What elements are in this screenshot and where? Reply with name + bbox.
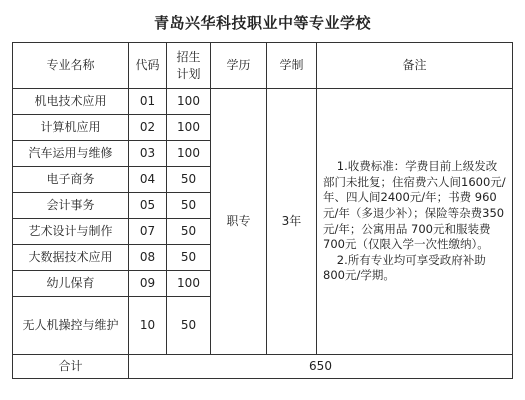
major-name: 汽车运用与维修 — [13, 141, 129, 167]
enrollment-table — [12, 42, 513, 379]
table-row — [13, 89, 513, 115]
major-name: 幼儿保育 — [13, 271, 129, 297]
duration-cell: 3年 — [267, 89, 317, 355]
major-name: 电子商务 — [13, 167, 129, 193]
note-subsidy: 2.所有专业均可享受政府补助800元/学期。 — [323, 252, 486, 283]
major-quota: 100 — [167, 141, 211, 167]
major-code: 01 — [129, 89, 167, 115]
major-code: 09 — [129, 271, 167, 297]
total-label: 合计 — [13, 355, 129, 379]
header-row — [13, 43, 513, 89]
major-quota: 100 — [167, 271, 211, 297]
header-duration: 学制 — [267, 43, 317, 89]
major-code: 04 — [129, 167, 167, 193]
major-code: 02 — [129, 115, 167, 141]
major-code: 07 — [129, 219, 167, 245]
major-quota: 50 — [167, 167, 211, 193]
header-education: 学历 — [211, 43, 267, 89]
major-name: 大数据技术应用 — [13, 245, 129, 271]
total-row — [13, 355, 513, 379]
notes-cell — [317, 89, 513, 355]
major-code: 05 — [129, 193, 167, 219]
major-name: 无人机操控与维护 — [13, 297, 129, 355]
header-quota: 招生 计划 — [167, 43, 211, 89]
major-quota: 50 — [167, 193, 211, 219]
header-code: 代码 — [129, 43, 167, 89]
major-code: 03 — [129, 141, 167, 167]
education-cell: 职专 — [211, 89, 267, 355]
header-notes: 备注 — [317, 43, 513, 89]
page-title: 青岛兴华科技职业中等专业学校 — [153, 14, 371, 32]
total-value: 650 — [129, 355, 513, 379]
major-name: 计算机应用 — [13, 115, 129, 141]
major-quota: 50 — [167, 219, 211, 245]
major-quota: 50 — [167, 297, 211, 355]
major-name: 会计事务 — [13, 193, 129, 219]
major-quota: 50 — [167, 245, 211, 271]
major-quota: 100 — [167, 89, 211, 115]
major-code: 10 — [129, 297, 167, 355]
major-name: 机电技术应用 — [13, 89, 129, 115]
major-name: 艺术设计与制作 — [13, 219, 129, 245]
header-major: 专业名称 — [13, 43, 129, 89]
major-quota: 100 — [167, 115, 211, 141]
note-fees: 1.收费标准：学费目前上级发改部门未批复；住宿费六人间1600元/年、四人间2400元/年；书费 960元/年（多退少补）；保险等杂费350元/年；公寓用品 700元和服装费700元（仅限入学一次性缴纳）。 — [323, 159, 506, 252]
major-code: 08 — [129, 245, 167, 271]
